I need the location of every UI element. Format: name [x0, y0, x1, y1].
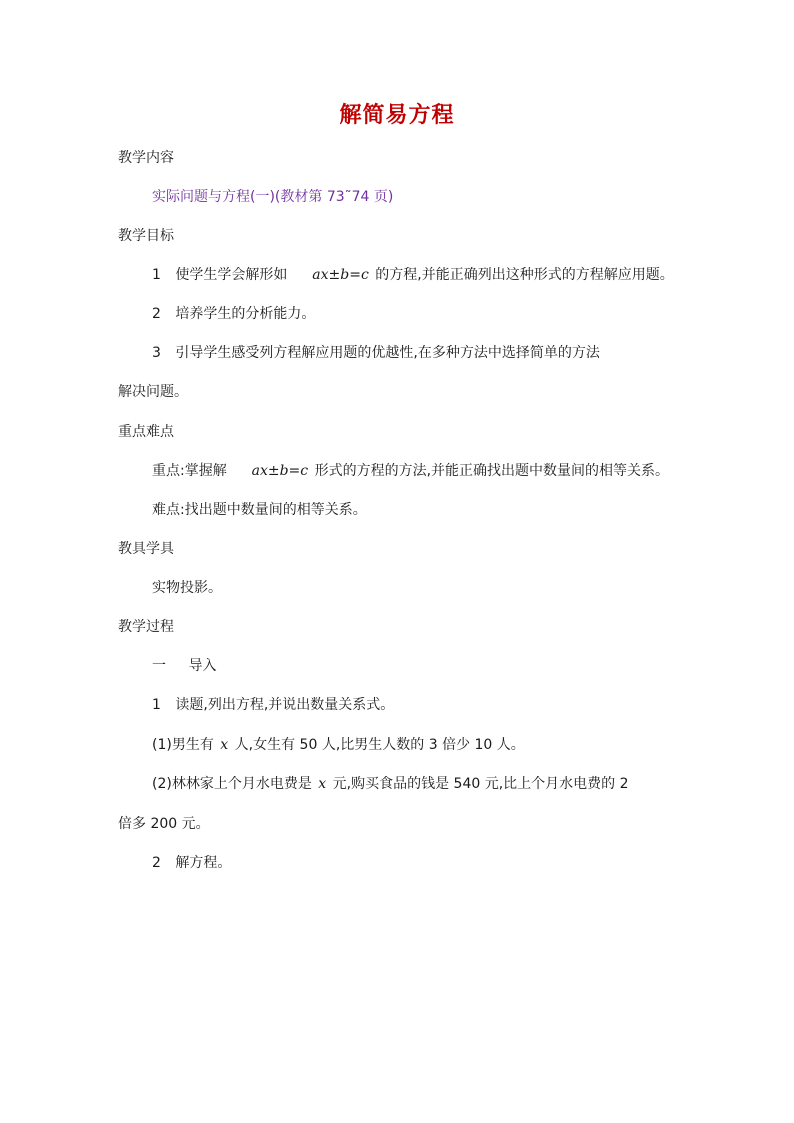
question-2	[152, 774, 629, 794]
keypoint-pre: 重点:掌握解	[152, 463, 227, 479]
process-item-2-text: 解方程。	[175, 855, 232, 871]
difficulty-text: 难点:找出题中数量间的相等关系。	[152, 502, 367, 518]
process-step-1	[152, 656, 216, 676]
keypoint-expression: ax±b=c	[251, 463, 309, 479]
process-step-1-number: 一	[152, 658, 166, 674]
goal-item-1-pre: 使学生学会解形如	[175, 267, 288, 283]
question-1	[152, 735, 525, 755]
content-text: 实际问题与方程(一)(教材第 73˜74 页)	[152, 189, 394, 205]
goal-item-1-post: 的方程,并能正确列出这种形式的方程解应用题。	[375, 267, 674, 283]
goal-item-2	[152, 304, 315, 324]
question-2-continuation: 倍多 200 元。	[118, 816, 210, 832]
section-heading-tools: 教具学具	[118, 541, 174, 557]
process-item-2	[152, 853, 231, 873]
tools-text: 实物投影。	[152, 580, 222, 596]
section-heading-process: 教学过程	[118, 619, 174, 635]
goal-item-1	[152, 265, 674, 285]
section-heading-goals: 教学目标	[118, 228, 174, 244]
goal-item-3-continuation: 解决问题。	[118, 384, 188, 400]
goal-item-2-text: 培养学生的分析能力。	[175, 306, 316, 322]
goal-item-1-expression: ax±b=c	[312, 267, 369, 283]
goal-item-2-number: 2	[152, 306, 161, 322]
goal-item-3	[152, 343, 600, 363]
process-item-2-number: 2	[152, 855, 161, 871]
document-title: 解简易方程	[339, 103, 455, 128]
question-1-variable: x	[220, 737, 229, 753]
keypoint-post: 形式的方程的方法,并能正确找出题中数量间的相等关系。	[314, 463, 670, 479]
process-item-1	[152, 695, 394, 715]
question-2-pre: (2)林林家上个月水电费是	[152, 776, 312, 792]
question-2-variable: x	[318, 776, 327, 792]
goal-item-3-number: 3	[152, 345, 161, 361]
section-heading-keypoints: 重点难点	[118, 424, 174, 440]
question-1-pre: (1)男生有	[152, 737, 214, 753]
question-1-post: 人,女生有 50 人,比男生人数的 3 倍少 10 人。	[234, 737, 525, 753]
goal-item-3-text: 引导学生感受列方程解应用题的优越性,在多种方法中选择简单的方法	[175, 345, 600, 361]
process-item-1-text: 读题,列出方程,并说出数量关系式。	[175, 697, 395, 713]
section-heading-content: 教学内容	[118, 150, 174, 166]
process-step-1-text: 导入	[188, 658, 217, 674]
question-2-post: 元,购买食品的钱是 540 元,比上个月水电费的 2	[332, 776, 629, 792]
process-item-1-number: 1	[152, 697, 161, 713]
goal-item-1-number: 1	[152, 267, 161, 283]
keypoint-text	[152, 461, 669, 481]
